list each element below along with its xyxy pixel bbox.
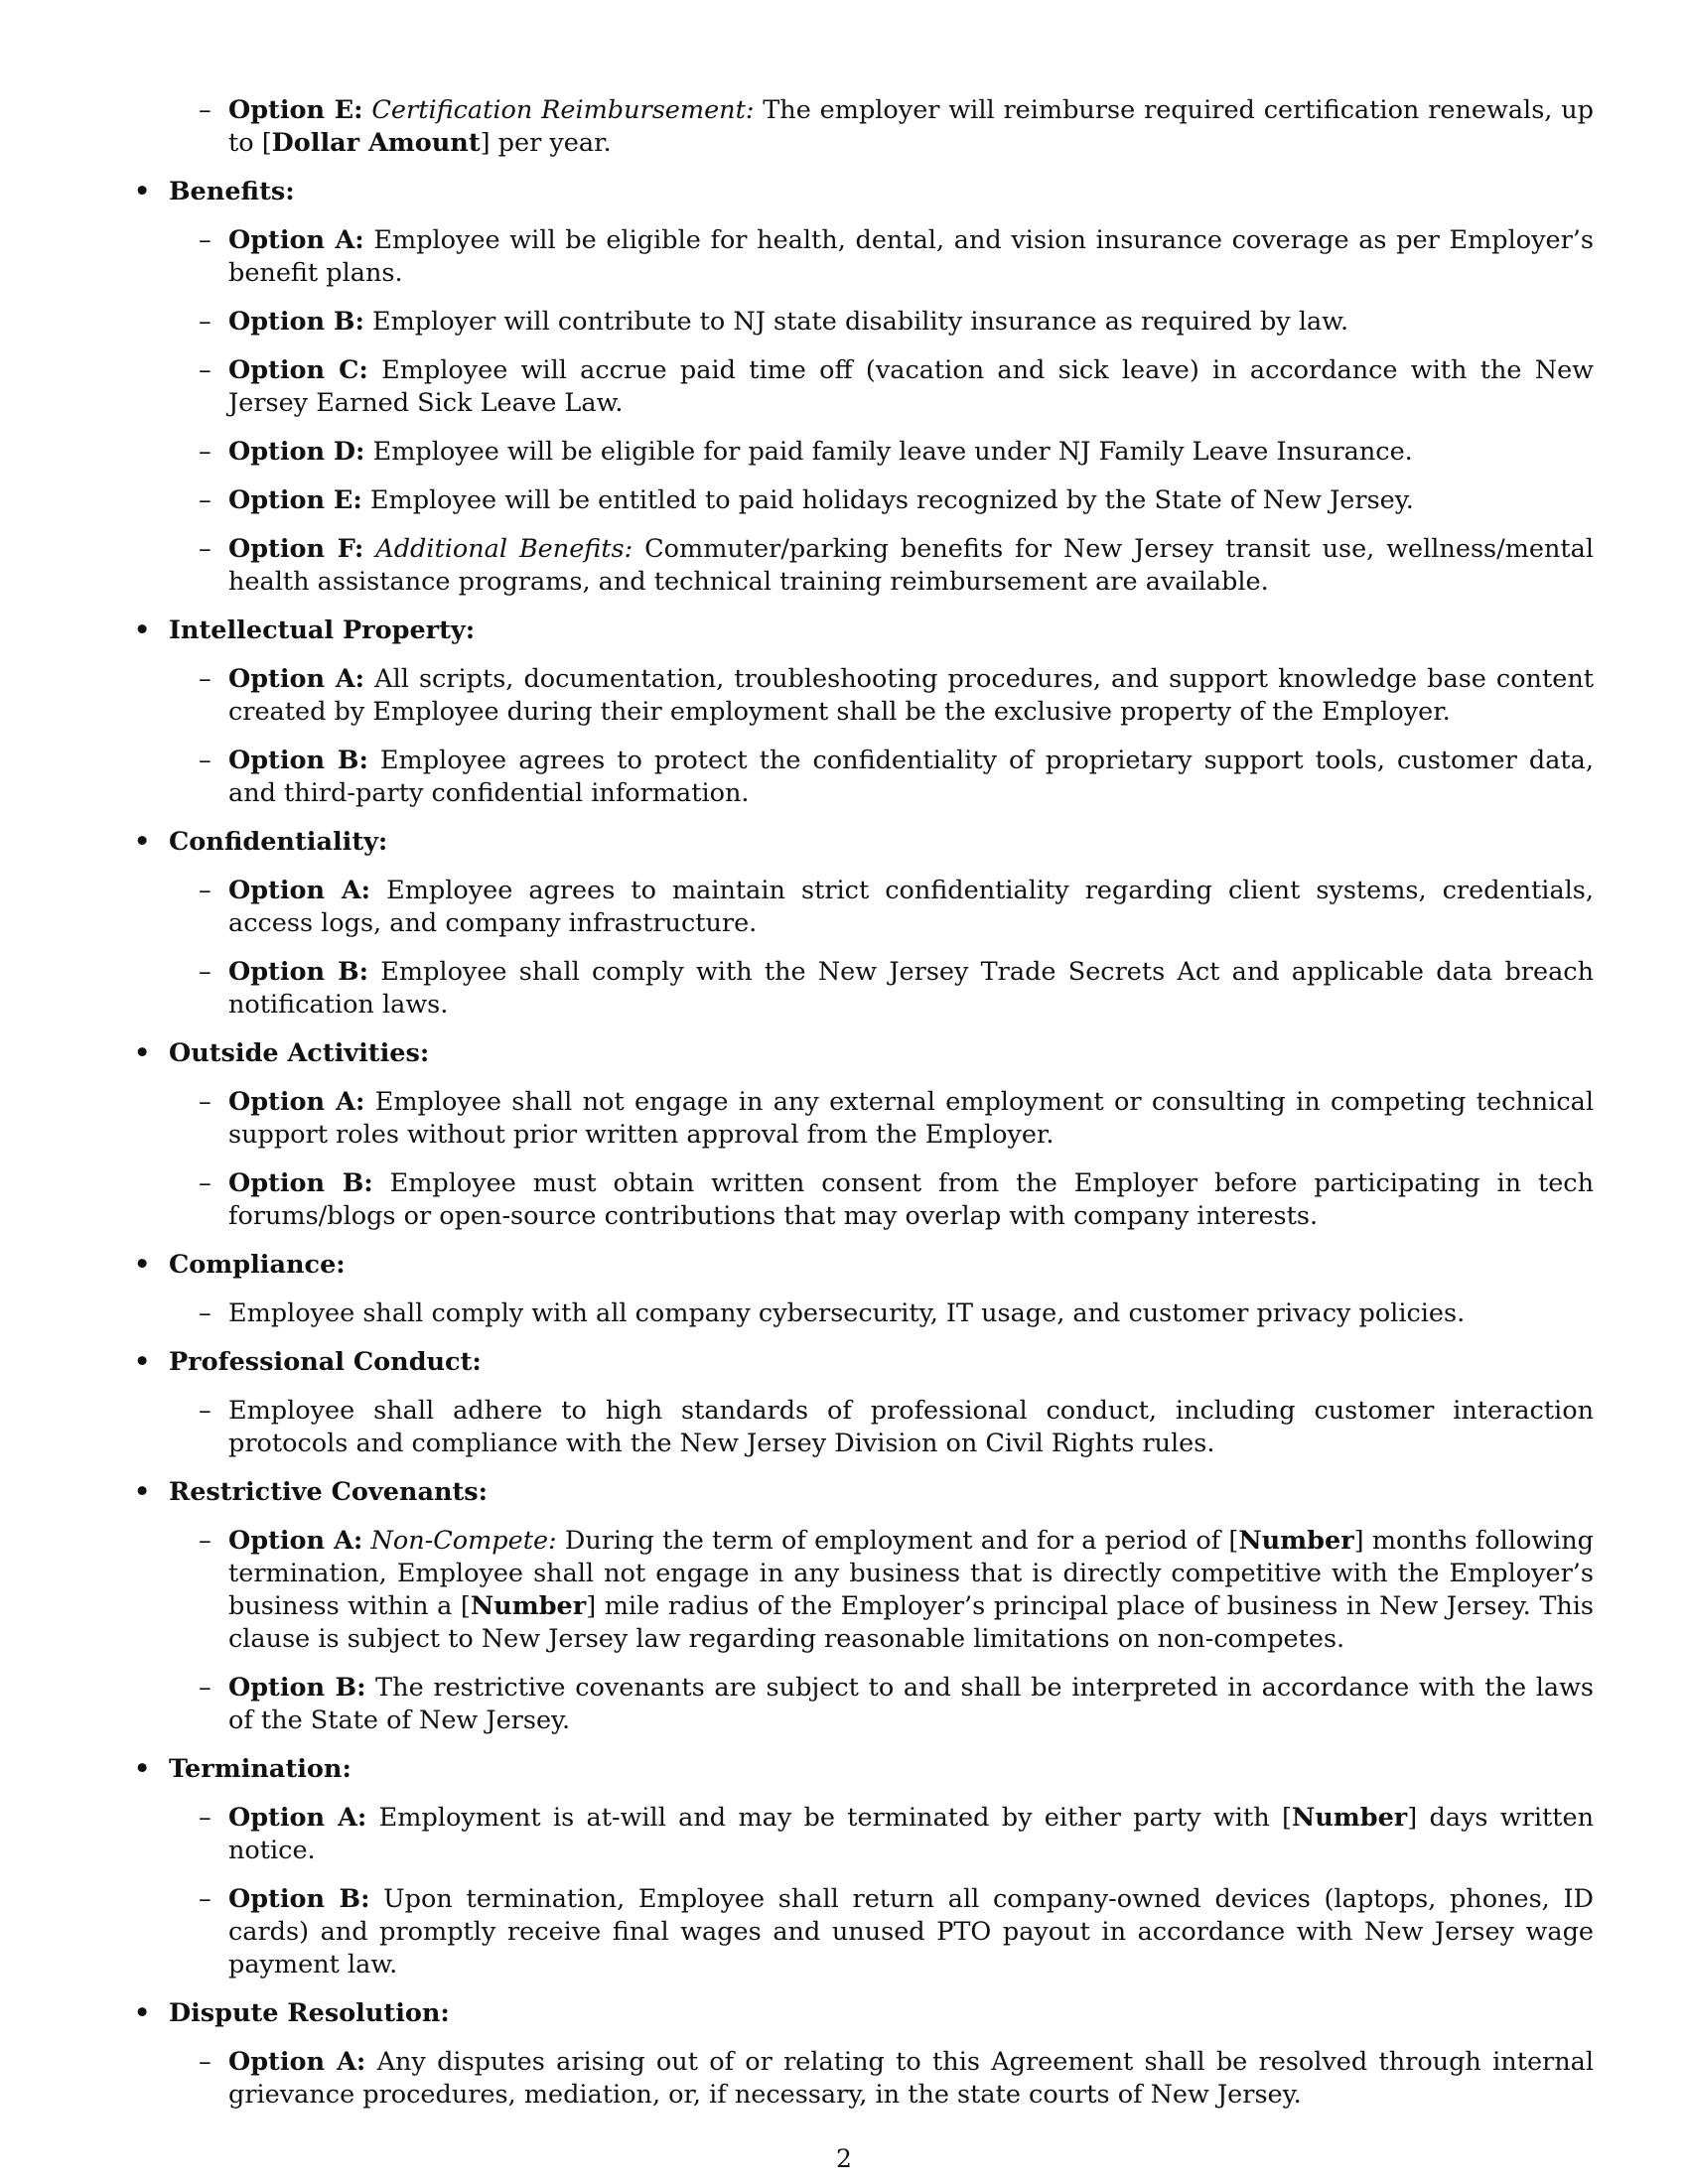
option-text: During the term of employment and for a period of [ xyxy=(564,1526,1239,1556)
section-heading: Compliance: xyxy=(169,1250,346,1280)
dash-marker: – xyxy=(199,1087,211,1117)
option-item xyxy=(169,1802,1594,1867)
dash-marker: – xyxy=(199,1884,211,1914)
section-compliance xyxy=(134,1249,1594,1330)
dash-marker: – xyxy=(199,1298,211,1328)
option-item xyxy=(169,1395,1594,1460)
option-item xyxy=(169,1086,1594,1152)
option-label: Option C: xyxy=(228,355,368,385)
dash-marker: – xyxy=(199,485,211,515)
dash-marker: – xyxy=(199,1673,211,1703)
bullet-marker: • xyxy=(134,1250,151,1280)
option-text: Commuter/parking benefits for New Jersey transit use, wellness/mental health assistance programs, and technical training reimbursement are available. xyxy=(228,534,1595,597)
option-label: Option A: xyxy=(228,1087,365,1117)
option-list xyxy=(169,663,1594,810)
option-item xyxy=(169,1883,1594,1981)
dash-marker: – xyxy=(199,746,211,775)
option-text: Employee agrees to protect the confidentiality of proprietary support tools, customer data, and third-party confidential information. xyxy=(228,746,1594,808)
option-item xyxy=(169,436,1594,469)
dash-marker: – xyxy=(199,307,211,337)
bullet-marker: • xyxy=(134,1038,151,1068)
option-text: Any disputes arising out of or relating to this Agreement shall be resolved through internal grievance procedures, mediation, or, if necessary, in the state courts of New Jersey. xyxy=(228,2047,1595,2110)
option-item xyxy=(169,354,1594,420)
dash-marker: – xyxy=(199,1526,211,1556)
option-item xyxy=(169,1525,1594,1656)
option-italic-title: Non-Compete: xyxy=(370,1526,557,1556)
section-intellectual-property xyxy=(134,614,1594,810)
option-item xyxy=(169,306,1594,339)
option-text: The employer will reimburse required certification renewals, up to [ xyxy=(228,95,1595,158)
section-heading: Dispute Resolution: xyxy=(169,1998,450,2028)
option-text: Employee shall comply with all company cybersecurity, IT usage, and customer privacy policies. xyxy=(228,1298,1466,1328)
option-list xyxy=(169,1525,1594,1737)
option-text: The restrictive covenants are subject to and shall be interpreted in accordance with the laws of the State of New Jersey. xyxy=(228,1673,1594,1735)
dash-marker: – xyxy=(199,1803,211,1833)
option-label: Option A: xyxy=(228,1526,363,1556)
option-text: Employee will be eligible for health, dental, and vision insurance coverage as per Employer’s benefit plans. xyxy=(228,225,1594,288)
option-item xyxy=(169,875,1594,940)
placeholder-bold: Number xyxy=(1291,1803,1408,1833)
option-list xyxy=(169,94,1594,160)
placeholder-bold: Number xyxy=(1238,1526,1354,1556)
dash-marker: – xyxy=(199,437,211,467)
section-benefits xyxy=(134,176,1594,599)
section-heading: Benefits: xyxy=(169,177,295,206)
section-heading: Restrictive Covenants: xyxy=(169,1477,489,1507)
option-item xyxy=(169,663,1594,729)
dash-marker: – xyxy=(199,1396,211,1426)
bullet-marker: • xyxy=(134,177,151,206)
option-label: Option A: xyxy=(228,225,364,255)
placeholder-bold: Dollar Amount xyxy=(271,128,481,158)
document-body xyxy=(134,94,1594,2112)
option-label: Option A: xyxy=(228,664,365,694)
option-text: Upon termination, Employee shall return all company-owned devices (laptops, phones, ID cards) and promptly receive final wages and unused PTO payout in accordance with New Jersey wage payment law. xyxy=(228,1884,1594,1979)
option-text: ] mile radius of the Employer’s principal place of business in New Jersey. This clause is subject to New Jersey law regarding reasonable limitations on non-competes. xyxy=(228,1591,1595,1654)
bullet-marker: • xyxy=(134,615,151,645)
option-label: Option A: xyxy=(228,876,371,905)
option-label: Option B: xyxy=(228,1673,366,1703)
section-heading: Professional Conduct: xyxy=(169,1347,482,1377)
option-item xyxy=(169,224,1594,290)
option-label: Option A: xyxy=(228,1803,367,1833)
dash-marker: – xyxy=(199,664,211,694)
bullet-marker: • xyxy=(134,1477,151,1507)
dash-marker: – xyxy=(199,534,211,564)
option-list xyxy=(169,875,1594,1022)
dash-marker: – xyxy=(199,355,211,385)
option-text: Employee must obtain written consent from the Employer before participating in tech forums/blogs or open-source contributions that may overlap with company interests. xyxy=(228,1168,1594,1231)
dash-marker: – xyxy=(199,957,211,987)
dash-marker: – xyxy=(199,2047,211,2077)
option-item xyxy=(169,2046,1594,2112)
section-termination xyxy=(134,1753,1594,1981)
option-label: Option A: xyxy=(228,2047,366,2077)
section-confidentiality xyxy=(134,826,1594,1022)
option-italic-title: Additional Benefits: xyxy=(375,534,633,564)
section-heading: Termination: xyxy=(169,1754,352,1784)
option-list xyxy=(169,1297,1594,1330)
option-text: Employee agrees to maintain strict confidentiality regarding client systems, credentials, access logs, and company infrastructure. xyxy=(228,876,1595,938)
option-text: Employee shall adhere to high standards of professional conduct, including customer interaction protocols and compliance with the New Jersey Division on Civil Rights rules. xyxy=(228,1396,1594,1458)
section-outside-activities xyxy=(134,1037,1594,1233)
option-text: Employee will be entitled to paid holidays recognized by the State of New Jersey. xyxy=(369,485,1414,515)
option-label: Option B: xyxy=(228,1168,373,1198)
option-list xyxy=(169,1395,1594,1460)
option-italic-title: Certification Reimbursement: xyxy=(371,95,755,125)
placeholder-bold: Number xyxy=(470,1591,587,1621)
option-label: Option D: xyxy=(228,437,365,467)
section-professional-conduct xyxy=(134,1346,1594,1460)
section-heading: Outside Activities: xyxy=(169,1038,430,1068)
option-list xyxy=(169,224,1594,599)
option-label: Option E: xyxy=(228,485,362,515)
option-item xyxy=(169,94,1594,160)
section-continuation xyxy=(134,94,1594,160)
section-dispute-resolution xyxy=(134,1997,1594,2112)
section-heading: Intellectual Property: xyxy=(169,615,476,645)
bullet-marker: • xyxy=(134,1998,151,2028)
option-label: Option B: xyxy=(228,746,368,775)
option-label: Option B: xyxy=(228,957,369,987)
section-list xyxy=(134,94,1594,2112)
option-item xyxy=(169,1297,1594,1330)
option-item xyxy=(169,1672,1594,1737)
option-list xyxy=(169,1802,1594,1981)
option-label: Option F: xyxy=(228,534,364,564)
dash-marker: – xyxy=(199,95,211,125)
option-list xyxy=(169,1086,1594,1233)
option-text: ] per year. xyxy=(480,128,612,158)
option-item xyxy=(169,533,1594,599)
dash-marker: – xyxy=(199,1168,211,1198)
option-text: Employer will contribute to NJ state disability insurance as required by law. xyxy=(372,307,1349,337)
option-list xyxy=(169,2046,1594,2112)
section-heading: Confidentiality: xyxy=(169,827,388,857)
section-restrictive-covenants xyxy=(134,1476,1594,1737)
bullet-marker: • xyxy=(134,1347,151,1377)
page-number: 2 xyxy=(836,2144,852,2173)
dash-marker: – xyxy=(199,225,211,255)
option-item xyxy=(169,1167,1594,1233)
option-label: Option E: xyxy=(228,95,363,125)
bullet-marker: • xyxy=(134,1754,151,1784)
dash-marker: – xyxy=(199,876,211,905)
option-text: ] months following termination, Employee shall not engage in any business that is directly competitive with the Employer’s business within a [ xyxy=(228,1526,1594,1621)
option-item xyxy=(169,956,1594,1022)
option-text: ] days written notice. xyxy=(228,1803,1595,1865)
option-text: Employee will be eligible for paid family leave under NJ Family Leave Insurance. xyxy=(372,437,1413,467)
option-label: Option B: xyxy=(228,307,364,337)
option-text: Employee shall not engage in any external employment or consulting in competing technical support roles without prior written approval from the Employer. xyxy=(228,1087,1594,1150)
option-item xyxy=(169,484,1594,517)
option-text: Employee will accrue paid time off (vacation and sick leave) in accordance with the New Jersey Earned Sick Leave Law. xyxy=(228,355,1594,418)
option-item xyxy=(169,745,1594,810)
option-text: All scripts, documentation, troubleshooting procedures, and support knowledge base content created by Employee during their employment shall be the exclusive property of the Employer. xyxy=(228,664,1594,727)
option-label: Option B: xyxy=(228,1884,370,1914)
option-text: Employment is at-will and may be terminated by either party with [ xyxy=(378,1803,1292,1833)
bullet-marker: • xyxy=(134,827,151,857)
option-text: Employee shall comply with the New Jersey Trade Secrets Act and applicable data breach notification laws. xyxy=(228,957,1594,1020)
